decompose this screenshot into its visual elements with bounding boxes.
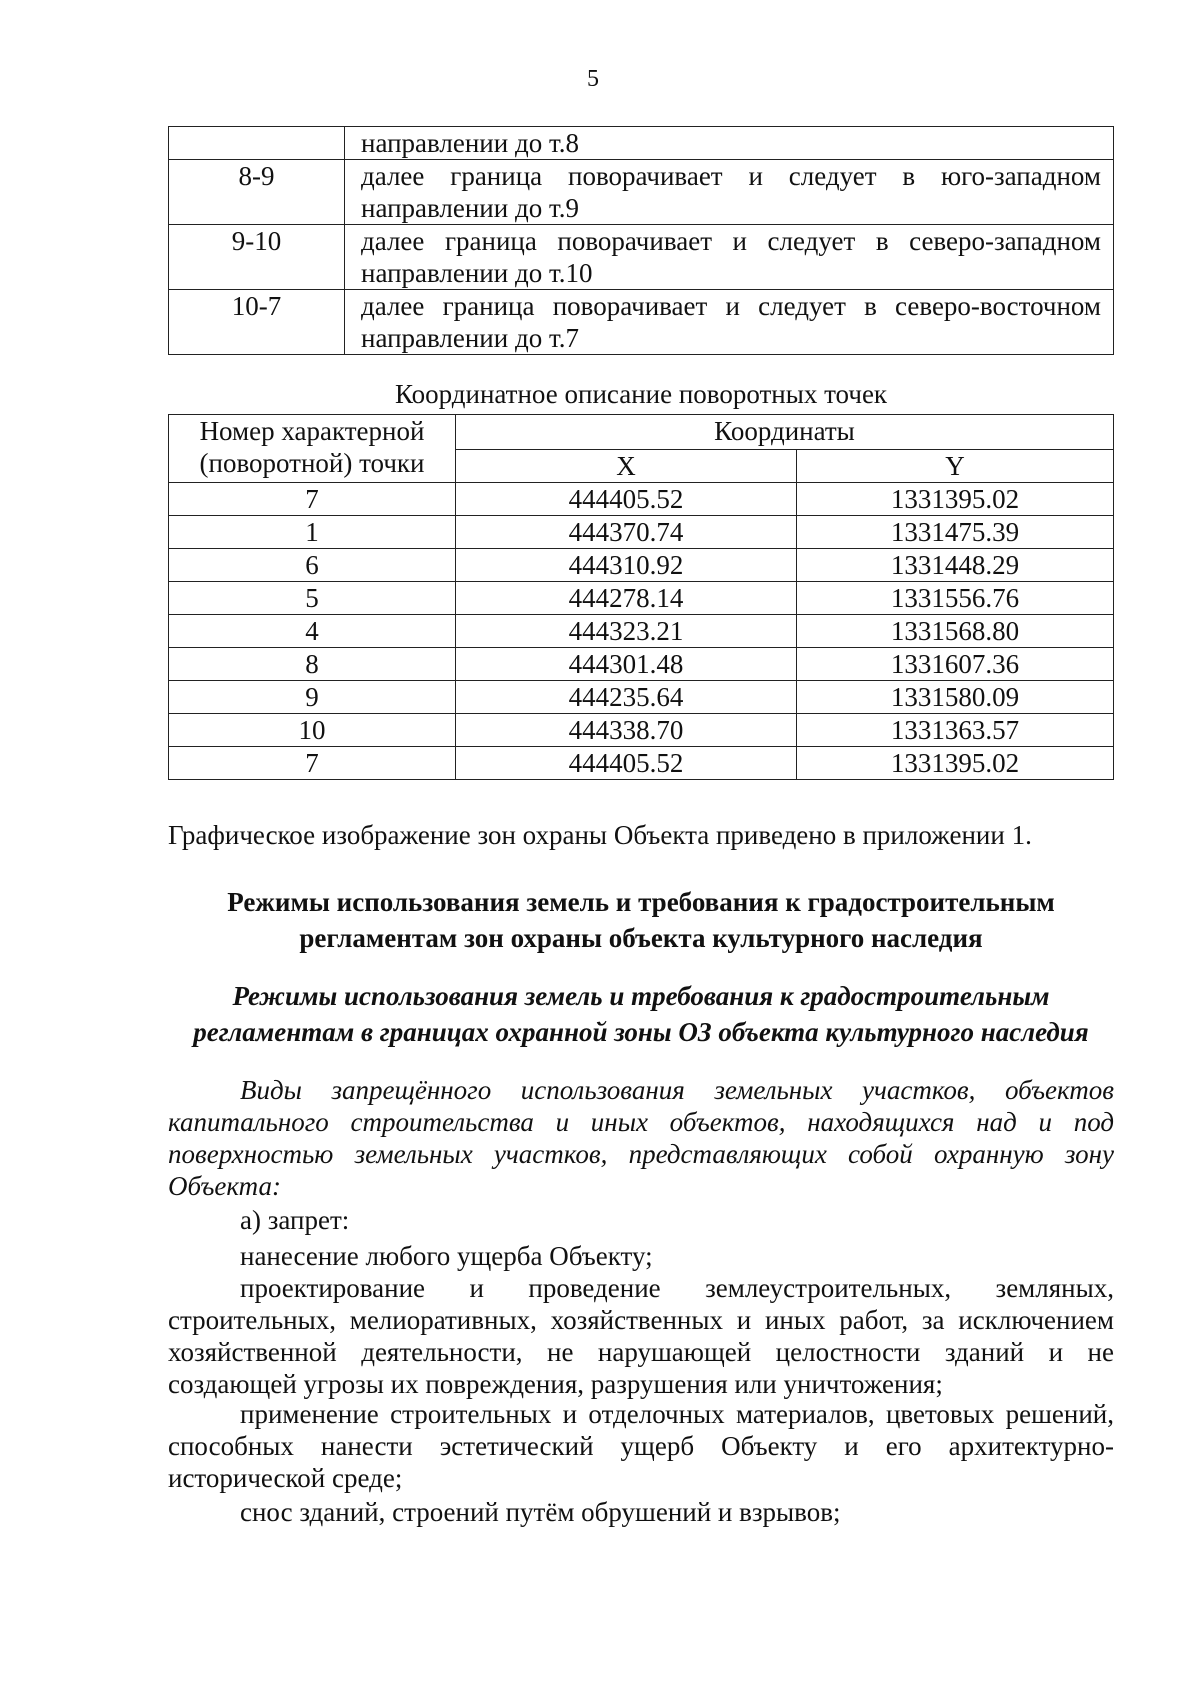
y-header: Y [797,450,1114,483]
table-row [169,483,1114,516]
segment-cell: 8-9 [169,160,345,225]
paragraph: снос зданий, строений путём обрушений и взрывов; [240,1497,841,1527]
paragraph: проектирование и проведение землеустроительных, земляных, строительных, мелиоративных, хозяйственных и иных работ, за исключением хозяйственной деятельности, не нарушающей целостности зданий и не создающей угрозы их повреждения, разрушения или уничтожения; [168,1273,1114,1399]
segment-cell [169,127,345,160]
y-coordinate-cell: 1331475.39 [797,516,1114,549]
table-row [169,290,1114,355]
table-row [169,127,1114,160]
x-coordinate-cell: 444235.64 [456,681,797,714]
point-number-cell: 1 [169,516,456,549]
point-number-cell: 10 [169,714,456,747]
table-row [169,747,1114,780]
point-number-cell: 7 [169,747,456,780]
table-header-row [169,415,1114,450]
x-coordinate-cell: 444323.21 [456,615,797,648]
table-row [169,225,1114,290]
x-coordinate-cell: 444405.52 [456,747,797,780]
y-coordinate-cell: 1331607.36 [797,648,1114,681]
point-number-cell: 5 [169,582,456,615]
coordinates-table [168,414,1114,780]
point-number-header: Номер характерной (поворотной) точки [169,415,456,483]
paragraph: а) запрет: [240,1205,350,1235]
y-coordinate-cell: 1331363.57 [797,714,1114,747]
subsection-heading: Режимы использования земель и требования к градостроительным регламентам в границах охранной зоны ОЗ объекта культурного наследия [193,981,1089,1047]
point-number-cell: 9 [169,681,456,714]
table-row [169,160,1114,225]
point-number-cell: 6 [169,549,456,582]
y-coordinate-cell: 1331395.02 [797,483,1114,516]
coordinates-caption: Координатное описание поворотных точек [394,379,888,409]
table-row [169,549,1114,582]
segment-cell: 10-7 [169,290,345,355]
page-number: 5 [587,66,599,92]
table-row [169,615,1114,648]
y-coordinate-cell: 1331556.76 [797,582,1114,615]
coordinates-header: Координаты [456,415,1114,450]
y-coordinate-cell: 1331395.02 [797,747,1114,780]
boundary-route-table [168,126,1114,355]
x-coordinate-cell: 444405.52 [456,483,797,516]
section-heading: Режимы использования земель и требования к градостроительным регламентам зон охраны объекта культурного наследия [227,887,1055,953]
point-number-cell: 4 [169,615,456,648]
x-coordinate-cell: 444310.92 [456,549,797,582]
intro-paragraph: Виды запрещённого использования земельных участков, объектов капитального строительства и иных объектов, находящихся над и под поверхностью земельных участков, представляющих собой охранную зону Объекта: [168,1075,1114,1201]
point-number-cell: 8 [169,648,456,681]
table-row [169,681,1114,714]
description-cell: далее граница поворачивает и следует в северо-западном направлении до т.10 [345,225,1114,290]
point-number-cell: 7 [169,483,456,516]
x-coordinate-cell: 444301.48 [456,648,797,681]
paragraph: применение строительных и отделочных материалов, цветовых решений, способных нанести эстетический ущерб Объекту и его архитектурно-исторической среде; [168,1399,1114,1493]
table-row [169,582,1114,615]
segment-cell: 9-10 [169,225,345,290]
table-row [169,648,1114,681]
graphic-note: Графическое изображение зон охраны Объекта приведено в приложении 1. [168,820,1032,850]
x-coordinate-cell: 444370.74 [456,516,797,549]
x-coordinate-cell: 444278.14 [456,582,797,615]
x-coordinate-cell: 444338.70 [456,714,797,747]
y-coordinate-cell: 1331568.80 [797,615,1114,648]
description-cell: далее граница поворачивает и следует в юго-западном направлении до т.9 [345,160,1114,225]
description-cell: направлении до т.8 [345,127,1114,160]
description-cell: далее граница поворачивает и следует в северо-восточном направлении до т.7 [345,290,1114,355]
table-row [169,714,1114,747]
y-coordinate-cell: 1331580.09 [797,681,1114,714]
x-header: X [456,450,797,483]
y-coordinate-cell: 1331448.29 [797,549,1114,582]
paragraph: нанесение любого ущерба Объекту; [240,1241,653,1271]
table-row [169,516,1114,549]
